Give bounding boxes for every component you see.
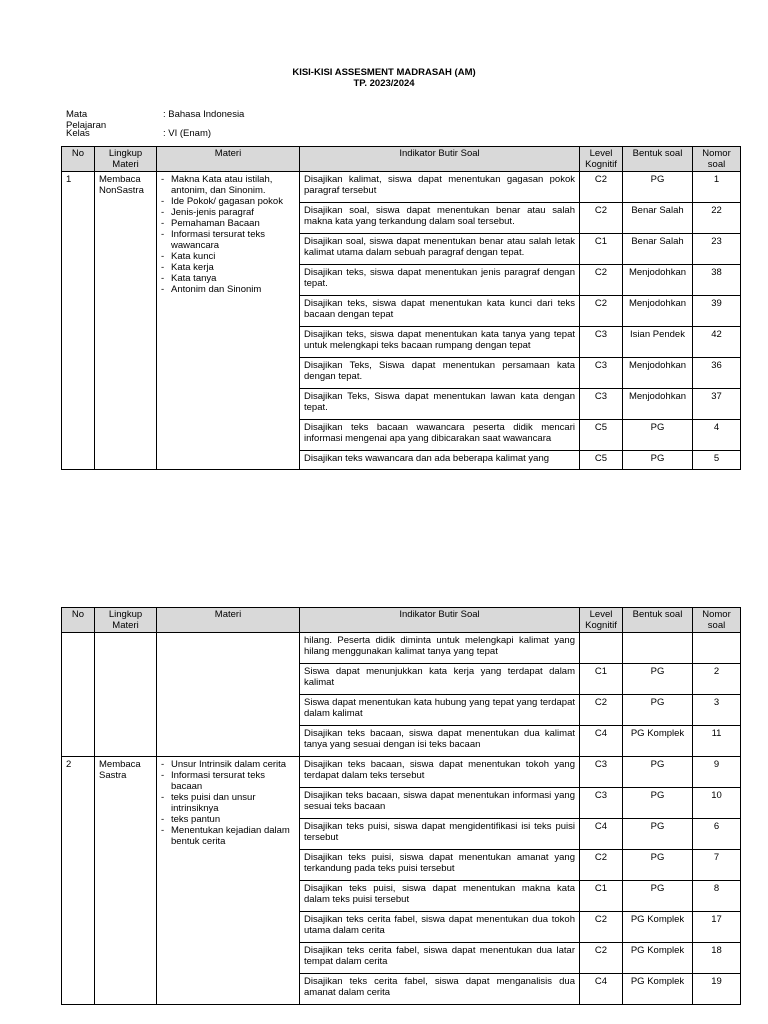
indikator-cell: Disajikan teks bacaan, siswa dapat menentukan informasi yang sesuai teks bacaan [300, 788, 580, 819]
subject-label: Mata Pelajaran [66, 109, 107, 131]
indikator-cell: Disajikan teks puisi, siswa dapat menentukan makna kata dalam teks puisi tersebut [300, 881, 580, 912]
bentuk-cell: Benar Salah [623, 234, 693, 265]
indikator-cell: Disajikan Teks, Siswa dapat menentukan persamaan kata dengan tepat. [300, 358, 580, 389]
group-materi [157, 757, 300, 1005]
level-cell: C2 [580, 943, 623, 974]
indikator-cell: Disajikan teks cerita fabel, siswa dapat menentukan dua latar tempat dalam cerita [300, 943, 580, 974]
header-bentuk: Bentuk soal [623, 147, 693, 172]
list-item: - Menentukan kejadian dalam bentuk cerita [161, 825, 295, 847]
indikator-cell: Disajikan teks, siswa dapat menentukan kata tanya yang tepat untuk melengkapi teks bacaan rumpang dengan tepat [300, 327, 580, 358]
bentuk-cell: Menjodohkan [623, 265, 693, 296]
list-item: - Ide Pokok/ gagasan pokok [161, 196, 295, 207]
bentuk-cell: PG [623, 172, 693, 203]
nomor-cell: 8 [693, 881, 741, 912]
nomor-cell: 39 [693, 296, 741, 327]
level-cell: C2 [580, 695, 623, 726]
materi-list [161, 759, 295, 847]
header-lingkup: Lingkup Materi [95, 147, 157, 172]
indikator-cell: Disajikan teks cerita fabel, siswa dapat menganalisis dua amanat dalam cerita [300, 974, 580, 1005]
header-bentuk: Bentuk soal [623, 608, 693, 633]
list-item: - Informasi tersurat teks wawancara [161, 229, 295, 251]
nomor-cell: 23 [693, 234, 741, 265]
document-title [0, 67, 768, 89]
list-item: - Unsur Intrinsik dalam cerita [161, 759, 295, 770]
group-lingkup [95, 633, 157, 757]
indikator-cell: Disajikan teks cerita fabel, siswa dapat menentukan dua tokoh utama dalam cerita [300, 912, 580, 943]
header-no: No [62, 608, 95, 633]
nomor-cell: 3 [693, 695, 741, 726]
bentuk-cell: PG Komplek [623, 726, 693, 757]
header-level: Level Kognitif [580, 608, 623, 633]
table-row [62, 172, 741, 203]
level-cell: C3 [580, 788, 623, 819]
level-cell: C4 [580, 726, 623, 757]
level-cell: C2 [580, 265, 623, 296]
bentuk-cell: Benar Salah [623, 203, 693, 234]
header-materi: Materi [157, 608, 300, 633]
bentuk-cell [623, 633, 693, 664]
list-item: - Kata tanya [161, 273, 295, 284]
subject-value: : Bahasa Indonesia [163, 109, 245, 120]
indikator-cell: Disajikan soal, siswa dapat menentukan benar atau salah letak kalimat utama dalam sebuah paragraf dengan tepat. [300, 234, 580, 265]
level-cell: C5 [580, 420, 623, 451]
list-item: - Pemahaman Bacaan [161, 218, 295, 229]
indikator-cell: Disajikan teks wawancara dan ada beberapa kalimat yang [300, 451, 580, 470]
indikator-cell: Disajikan teks bacaan, siswa dapat menentukan tokoh yang terdapat dalam teks tersebut [300, 757, 580, 788]
bentuk-cell: PG [623, 850, 693, 881]
indikator-cell: Siswa dapat menunjukkan kata kerja yang terdapat dalam kalimat [300, 664, 580, 695]
indikator-cell: Disajikan Teks, Siswa dapat menentukan lawan kata dengan tepat. [300, 389, 580, 420]
bentuk-cell: PG [623, 881, 693, 912]
list-item: - Kata kunci [161, 251, 295, 262]
nomor-cell: 18 [693, 943, 741, 974]
table-row [62, 757, 741, 788]
bentuk-cell: PG [623, 420, 693, 451]
list-item: - Jenis-jenis paragraf [161, 207, 295, 218]
nomor-cell: 22 [693, 203, 741, 234]
bentuk-cell: PG [623, 757, 693, 788]
group-no [62, 633, 95, 757]
level-cell: C2 [580, 850, 623, 881]
indikator-cell: Disajikan teks puisi, siswa dapat mengidentifikasi isi teks puisi tersebut [300, 819, 580, 850]
grid-table-1 [61, 146, 741, 470]
level-cell: C3 [580, 757, 623, 788]
title-line-2: TP. 2023/2024 [353, 78, 415, 89]
bentuk-cell: PG [623, 664, 693, 695]
level-cell: C3 [580, 389, 623, 420]
group-lingkup: Membaca NonSastra [95, 172, 157, 470]
table-row [62, 633, 741, 664]
level-cell: C2 [580, 203, 623, 234]
level-cell: C3 [580, 358, 623, 389]
level-cell: C4 [580, 819, 623, 850]
bentuk-cell: PG Komplek [623, 943, 693, 974]
header-nomor: Nomor soal [693, 608, 741, 633]
level-cell: C5 [580, 451, 623, 470]
level-cell: C2 [580, 296, 623, 327]
bentuk-cell: PG [623, 451, 693, 470]
header-materi: Materi [157, 147, 300, 172]
table-header-row [62, 147, 741, 172]
bentuk-cell: Menjodohkan [623, 389, 693, 420]
group-lingkup: Membaca Sastra [95, 757, 157, 1005]
header-indikator: Indikator Butir Soal [300, 147, 580, 172]
list-item: - Antonim dan Sinonim [161, 284, 295, 295]
nomor-cell: 11 [693, 726, 741, 757]
indikator-cell: Disajikan soal, siswa dapat menentukan benar atau salah makna kata yang terkandung dalam soal tersebut. [300, 203, 580, 234]
nomor-cell: 4 [693, 420, 741, 451]
nomor-cell: 6 [693, 819, 741, 850]
indikator-cell: Siswa dapat menentukan kata hubung yang tepat yang terdapat dalam kalimat [300, 695, 580, 726]
nomor-cell: 1 [693, 172, 741, 203]
level-cell: C1 [580, 881, 623, 912]
indikator-cell: Disajikan teks, siswa dapat menentukan kata kunci dari teks bacaan dengan tepat [300, 296, 580, 327]
bentuk-cell: PG [623, 695, 693, 726]
list-item: - teks pantun [161, 814, 295, 825]
header-nomor: Nomor soal [693, 147, 741, 172]
nomor-cell [693, 633, 741, 664]
level-cell: C2 [580, 172, 623, 203]
bentuk-cell: PG Komplek [623, 912, 693, 943]
bentuk-cell: PG Komplek [623, 974, 693, 1005]
list-item: - Informasi tersurat teks bacaan [161, 770, 295, 792]
class-value: : VI (Enam) [163, 128, 212, 139]
level-cell: C1 [580, 234, 623, 265]
indikator-cell: Disajikan kalimat, siswa dapat menentukan gagasan pokok paragraf tersebut [300, 172, 580, 203]
title-line-1: KISI-KISI ASSESMENT MADRASAH (AM) [292, 67, 476, 78]
nomor-cell: 36 [693, 358, 741, 389]
table-header-row [62, 608, 741, 633]
bentuk-cell: Menjodohkan [623, 358, 693, 389]
class-label: Kelas [66, 128, 90, 139]
header-no: No [62, 147, 95, 172]
group-materi [157, 172, 300, 470]
level-cell: C3 [580, 327, 623, 358]
nomor-cell: 17 [693, 912, 741, 943]
bentuk-cell: PG [623, 788, 693, 819]
list-item: - teks puisi dan unsur intrinsiknya [161, 792, 295, 814]
list-item: - Makna Kata atau istilah, antonim, dan Sinonim. [161, 174, 295, 196]
header-lingkup: Lingkup Materi [95, 608, 157, 633]
level-cell: C1 [580, 664, 623, 695]
level-cell: C4 [580, 974, 623, 1005]
header-level: Level Kognitif [580, 147, 623, 172]
nomor-cell: 10 [693, 788, 741, 819]
grid-table-2 [61, 607, 741, 1005]
indikator-cell: hilang. Peserta didik diminta untuk melengkapi kalimat yang hilang menggunakan kalimat tanya yang tepat [300, 633, 580, 664]
nomor-cell: 37 [693, 389, 741, 420]
nomor-cell: 19 [693, 974, 741, 1005]
nomor-cell: 42 [693, 327, 741, 358]
group-no: 1 [62, 172, 95, 470]
nomor-cell: 38 [693, 265, 741, 296]
list-item: - Kata kerja [161, 262, 295, 273]
group-no: 2 [62, 757, 95, 1005]
nomor-cell: 2 [693, 664, 741, 695]
materi-list [161, 174, 295, 295]
nomor-cell: 7 [693, 850, 741, 881]
indikator-cell: Disajikan teks, siswa dapat menentukan jenis paragraf dengan tepat. [300, 265, 580, 296]
bentuk-cell: Menjodohkan [623, 296, 693, 327]
bentuk-cell: PG [623, 819, 693, 850]
header-indikator: Indikator Butir Soal [300, 608, 580, 633]
nomor-cell: 9 [693, 757, 741, 788]
nomor-cell: 5 [693, 451, 741, 470]
indikator-cell: Disajikan teks bacaan, siswa dapat menentukan dua kalimat tanya yang sesuai dengan isi teks bacaan [300, 726, 580, 757]
indikator-cell: Disajikan teks bacaan wawancara peserta didik mencari informasi mengenai apa yang dibicarakan saat wawancara [300, 420, 580, 451]
level-cell [580, 633, 623, 664]
indikator-cell: Disajikan teks puisi, siswa dapat menentukan amanat yang terkandung pada teks puisi tersebut [300, 850, 580, 881]
group-materi [157, 633, 300, 757]
level-cell: C2 [580, 912, 623, 943]
bentuk-cell: Isian Pendek [623, 327, 693, 358]
